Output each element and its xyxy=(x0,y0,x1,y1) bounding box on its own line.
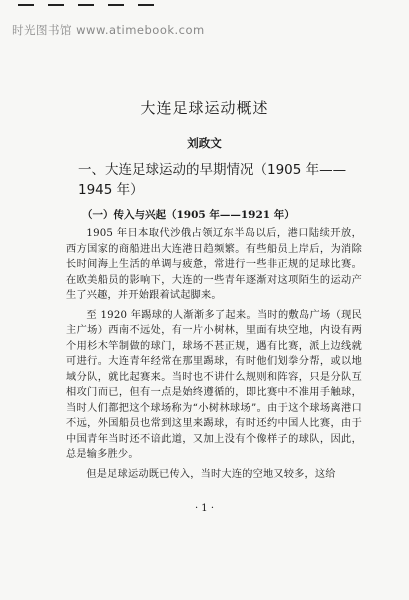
paragraph: 至 1920 年踢球的人渐渐多了起来。当时的敷岛广场（现民主广场）西南不远处，有一片小树林，里面有块空地，内设有两个用杉木竿制做的球门，球场不甚正规，遇有比赛，派上边线就可进行。大连青年经常在那里踢球，有时他们划拳分帮，或以地域分队，就比起赛来。当时也不讲什么规则和阵容，只是分队互相攻门而已，但有一点是始终遵循的，即比赛中不准用手触球，当时人们都把这个球场称为“小树林球场”。由于这个球场离港口不远，外国船员也常到这里来踢球，有时还约中国人比赛，由于中国青年当时还不谙此道，又加上没有个像样子的球队，因此，总是输多胜少。 xyxy=(66,309,362,460)
document-title: 大连足球运动概述 xyxy=(140,99,269,117)
section-title: 一、大连足球运动的早期情况（1905 年——1945 年） xyxy=(78,162,347,198)
scan-top-marks xyxy=(18,4,154,6)
body-text xyxy=(66,226,362,486)
page-number: · 1 · xyxy=(194,503,215,514)
subsection-title: （一）传入与兴起（1905 年——1921 年） xyxy=(82,209,295,221)
paragraph: 1905 年日本取代沙俄占领辽东半岛以后，港口陆续开放，西方国家的商船进出大连港日趋频繁。有些船员上岸后，为消除长时间海上生活的单调与疲惫，常进行一些非正规的足球比赛。在欧美船员的影响下，大连的一些青年逐渐对这项陌生的运动产生了兴趣，并开始跟着试起脚来。 xyxy=(66,228,362,301)
author: 刘政文 xyxy=(187,136,222,150)
paragraph: 但是足球运动既已传入，当时大连的空地又较多，这给 xyxy=(86,468,336,480)
watermark: 时光图书馆 www.atimebook.com xyxy=(12,23,205,37)
